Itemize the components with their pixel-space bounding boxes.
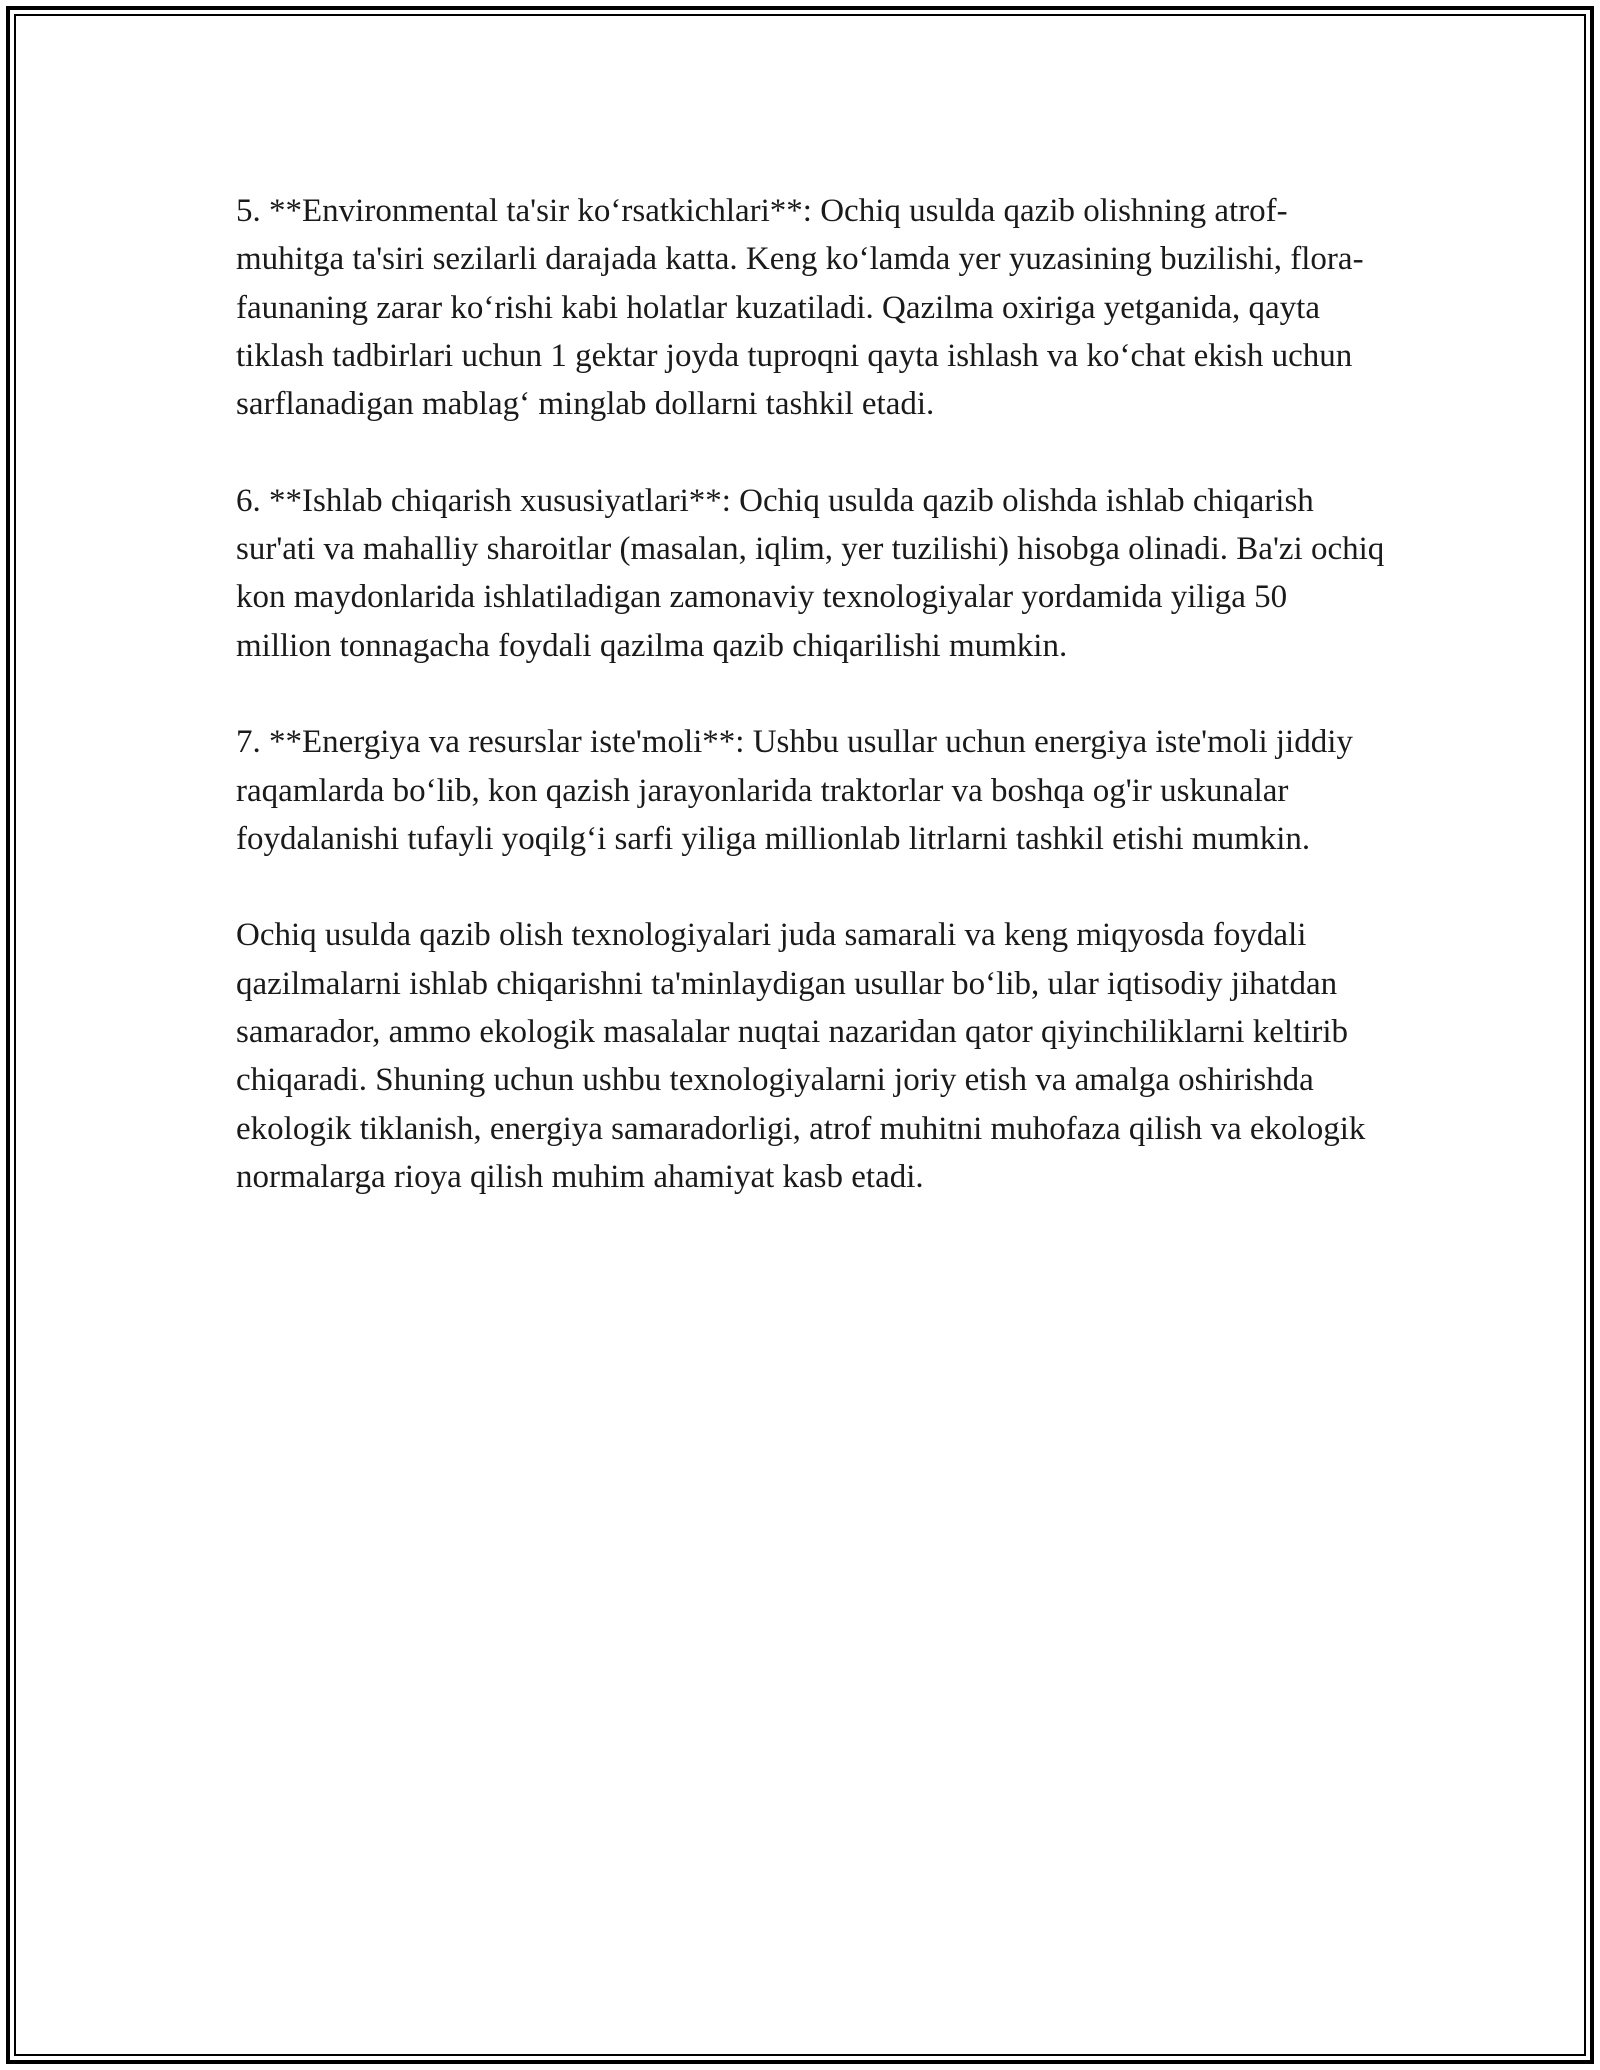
paragraph-energy-consumption: 7. **Energiya va resurslar iste'moli**: Ushbu usullar uchun energiya iste'moli jiddiy raqamlarda bo‘lib, kon qazish jarayonlarida traktorlar va boshqa og'ir uskunalar foydalanishi tufayli yoqilg‘i sarfi yiliga millionlab litrlarni tashkil etishi mumkin. [236,724,1353,857]
paragraph-production-features: 6. **Ishlab chiqarish xususiyatlari**: Ochiq usulda qazib olishda ishlab chiqarish sur'ati va mahalliy sharoitlar (masalan, iqlim, yer tuzilishi) hisobga olinadi. Ba'zi ochiq kon maydonlarida ishlatiladigan zamonaviy texnologiyalar yordamida yiliga 50 million tonnagacha foydali qazilma qazib chiqarilishi mumkin. [236,482,1385,664]
document-body [236,187,1386,1201]
paragraph-conclusion: Ochiq usulda qazib olish texnologiyalari juda samarali va keng miqyosda foydali qazilmalarni ishlab chiqarishni ta'minlaydigan usullar bo‘lib, ular iqtisodiy jihatdan samarador, ammo ekologik masalalar nuqtai nazaridan qator qiyinchiliklarni keltirib chiqaradi. Shuning uchun ushbu texnologiyalarni joriy etish va amalga oshirishda ekologik tiklanish, energiya samaradorligi, atrof muhitni muhofaza qilish va ekologik normalarga rioya qilish muhim ahamiyat kasb etadi. [236,917,1366,1195]
paragraph-environmental-impact: 5. **Environmental ta'sir ko‘rsatkichlari**: Ochiq usulda qazib olishning atrof-muhitga ta'siri sezilarli darajada katta. Keng ko‘lamda yer yuzasining buzilishi, flora-faunaning zarar ko‘rishi kabi holatlar kuzatiladi. Qazilma oxiriga yetganida, qayta tiklash tadbirlari uchun 1 gektar joyda tuproqni qayta ishlash va ko‘chat ekish uchun sarflanadigan mablag‘ minglab dollarni tashkil etadi. [236,193,1364,423]
